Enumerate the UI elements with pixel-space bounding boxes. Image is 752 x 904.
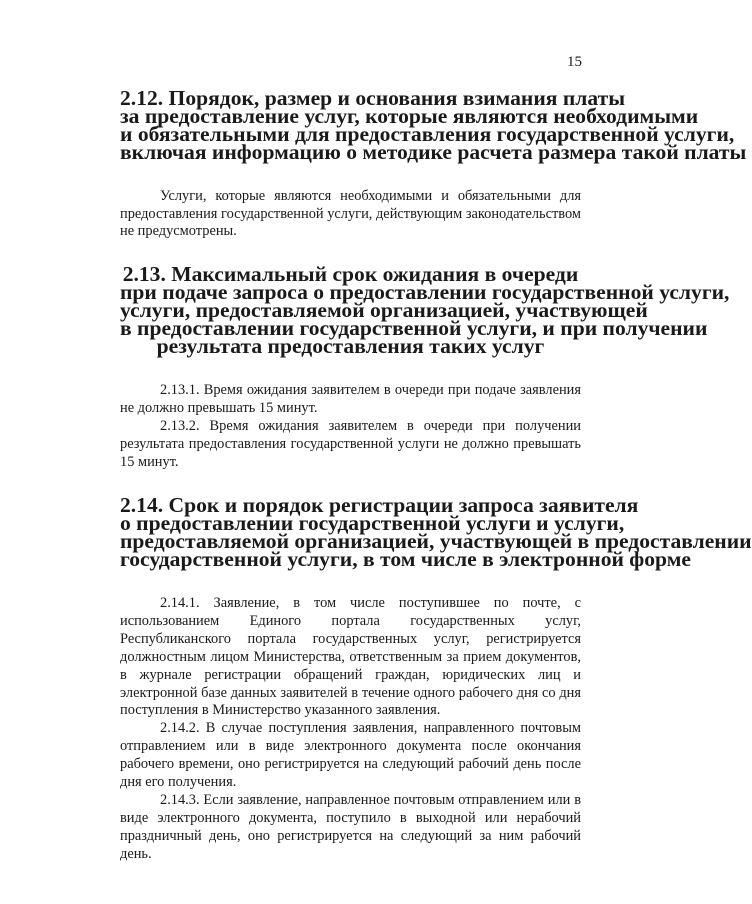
heading-line: за предоставление услуг, которые являются необходимыми <box>120 103 699 128</box>
section-heading-2-13 <box>120 262 730 358</box>
heading-line: о предоставлении государственной услуги и услуги, <box>120 511 625 536</box>
heading-line: при подаче запроса о предоставлении государственной услуги, <box>120 280 730 305</box>
heading-line: услуги, предоставляемой организацией, участвующей <box>120 298 648 323</box>
heading-line: предоставляемой организацией, участвующей в предоставлении <box>120 529 752 554</box>
paragraph-2-13-1: 2.13.1. Время ожидания заявителем в очереди при подаче заявления не должно превышать 15 минут. <box>120 381 581 416</box>
paragraph-2-14-1: 2.14.1. Заявление, в том числе поступившее по почте, с использованием Единого портала государственных услуг, Республиканского портала государственных услуг, регистрируется должностным лицом Министерства, ответственным за прием документов, в журнале регистрации обращений граждан, юридических лиц и электронной базе данных заявителей в течение одного рабочего дня со дня поступления в Министерство указанного заявления. <box>120 595 581 719</box>
document-body <box>120 86 752 864</box>
heading-line: 2.13. Максимальный срок ожидания в очереди <box>122 262 579 287</box>
heading-line: в предоставлении государственной услуги, и при получении <box>120 316 708 341</box>
paragraph-2-12: Услуги, которые являются необходимыми и обязательными для предоставления государственной услуги, действующим законодательством не предусмотрены. <box>120 187 581 240</box>
paragraph-2-14-3: 2.14.3. Если заявление, направленное почтовым отправлением или в виде электронного документа, поступило в выходной или нерабочий праздничный день, оно регистрируется на следующий за ним рабочий день. <box>120 792 581 862</box>
heading-line: и обязательными для предоставления государственной услуги, <box>120 121 735 146</box>
heading-line: результата предоставления таких услуг <box>156 333 545 358</box>
section-heading-2-14 <box>120 493 752 572</box>
heading-line: 2.12. Порядок, размер и основания взимания платы <box>120 86 626 110</box>
page-number: 15 <box>567 54 582 70</box>
section-heading-2-12 <box>120 86 747 164</box>
paragraph-2-14-2: 2.14.2. В случае поступления заявления, направленного почтовым отправлением или в виде электронного документа после окончания рабочего времени, оно регистрируется на следующий рабочий день после дня его получения. <box>120 720 581 791</box>
heading-line: 2.14. Срок и порядок регистрации запроса заявителя <box>120 493 639 518</box>
heading-line: государственной услуги, в том числе в электронной форме <box>120 547 691 572</box>
heading-line: включая информацию о методике расчета размера такой платы <box>120 139 747 164</box>
paragraph-2-13-2: 2.13.2. Время ожидания заявителем в очереди при получении результата предоставления государственной услуги не должно превышать 15 минут. <box>120 417 581 470</box>
